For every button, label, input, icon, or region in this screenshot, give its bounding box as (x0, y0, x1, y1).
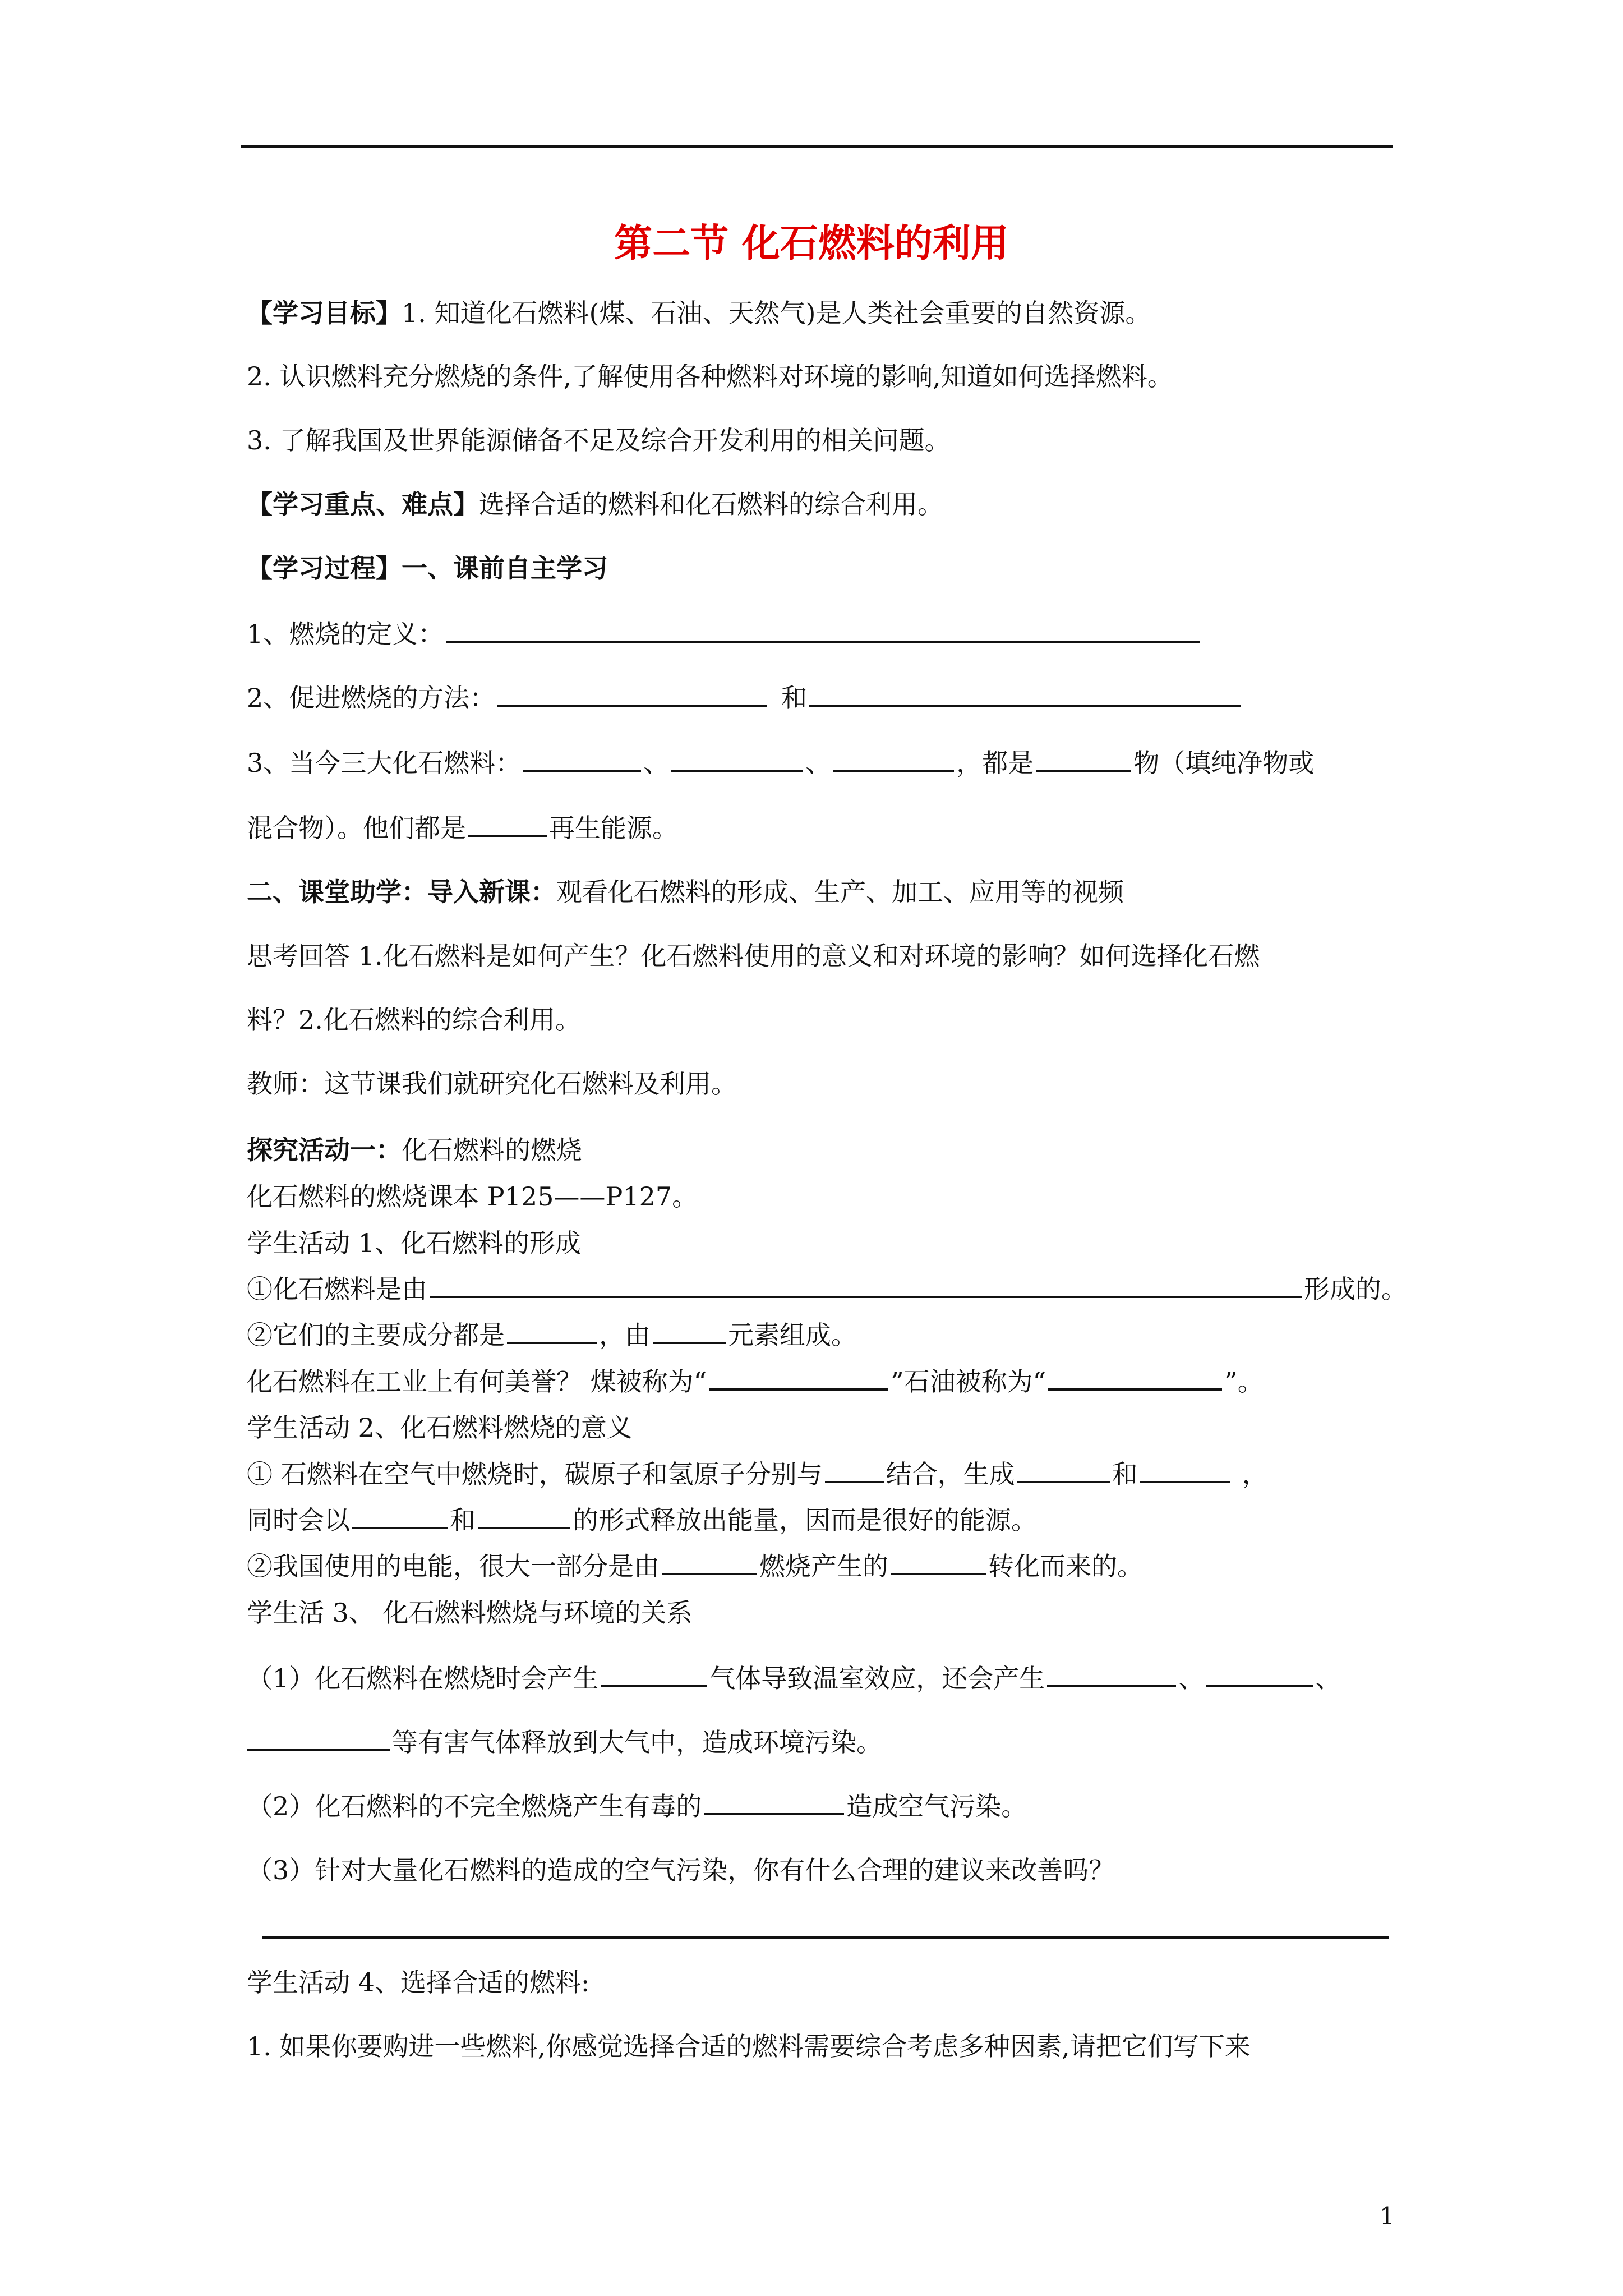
answer-blank[interactable] (478, 1504, 570, 1529)
answer-blank[interactable] (1206, 1663, 1313, 1687)
answer-blank[interactable] (468, 812, 547, 837)
answer-blank[interactable] (1140, 1458, 1230, 1483)
answer-blank[interactable] (809, 682, 1241, 707)
student-activity-3: 学生活 3、 化石燃料燃烧与环境的关系 (247, 1598, 693, 1628)
student-activity-2: 学生活动 2、化石燃料燃烧的意义 (247, 1412, 633, 1443)
answer-blank[interactable] (1047, 1663, 1176, 1687)
s3-line-2: 等有害气体释放到大气中，造成环境污染。 (247, 1726, 882, 1759)
answer-blank[interactable] (352, 1504, 448, 1529)
answer-blank[interactable] (523, 747, 641, 772)
pre-q3-cont: 混合物）。他们都是 再生能源。 (247, 813, 678, 843)
activity-1-heading: 探究活动一：化石燃料的燃烧 (247, 1135, 582, 1165)
answer-blank[interactable] (601, 1663, 707, 1687)
pre-q3: 3、当今三大化石燃料： 、 、 ，都是 物（填纯净物或 (247, 748, 1315, 778)
goal-line-1: 【学习目标】1. 知道化石燃料(煤、石油、天然气)是人类社会重要的自然资源。 (247, 298, 1151, 328)
answer-line[interactable] (262, 1936, 1389, 1939)
answer-blank[interactable] (430, 1273, 1302, 1298)
page-title: 第二节 化石燃料的利用 (614, 222, 1009, 266)
s1-line-1: ①化石燃料是由 形成的。 (247, 1274, 1407, 1304)
page-number: 1 (1380, 2202, 1395, 2230)
pre-q2: 2、促进燃烧的方法： 和 (247, 681, 1243, 715)
key-points-line: 【学习重点、难点】选择合适的燃料和化石燃料的综合利用。 (247, 489, 943, 519)
s1-line-2: ②它们的主要成分都是 ，由 元素组成。 (247, 1320, 857, 1350)
answer-blank[interactable] (1048, 1366, 1222, 1391)
goal-line-3: 3. 了解我国及世界能源储备不足及综合开发利用的相关问题。 (247, 425, 951, 455)
teacher-line: 教师：这节课我们就研究化石燃料及利用。 (247, 1069, 737, 1099)
s2-line-3: ②我国使用的电能，很大一部分是由 燃烧产生的 转化而来的。 (247, 1551, 1143, 1581)
s1-line-3: 化石燃料在工业上有何美誉？ 煤被称为“ ”石油被称为“ ”。 (247, 1366, 1264, 1397)
answer-blank[interactable] (497, 682, 767, 707)
goal-line-2: 2. 认识燃料充分燃烧的条件,了解使用各种燃料对环境的影响,知道如何选择燃料。 (247, 361, 1173, 392)
s3-line-1: （1）化石燃料在燃烧时会产生 气体导致温室效应，还会产生 、 、 (247, 1663, 1341, 1694)
answer-blank[interactable] (891, 1550, 986, 1575)
answer-blank[interactable] (1036, 747, 1131, 772)
think-line-1: 思考回答 1.化石燃料是如何产生？化石燃料使用的意义和对环境的影响？如何选择化石燃 (247, 941, 1260, 971)
answer-blank[interactable] (833, 747, 954, 772)
answer-blank[interactable] (247, 1727, 390, 1751)
process-heading: 【学习过程】一、课前自主学习 (247, 553, 608, 583)
pre-q1: 1、燃烧的定义： (247, 617, 1202, 651)
answer-blank[interactable] (1017, 1458, 1110, 1483)
s2-line-2: 同时会以 和 的形式释放出能量，因而是很好的能源。 (247, 1505, 1037, 1535)
answer-blank[interactable] (704, 1791, 844, 1815)
answer-blank[interactable] (653, 1319, 726, 1344)
s4-line-1: 1. 如果你要购进一些燃料,你感觉选择合适的燃料需要综合考虑多种因素,请把它们写下来 (247, 2031, 1251, 2062)
student-activity-4: 学生活动 4、选择合适的燃料: (247, 1967, 590, 1998)
answer-blank[interactable] (825, 1458, 884, 1483)
part2-intro: 二、课堂助学：导入新课：观看化石燃料的形成、生产、加工、应用等的视频 (247, 877, 1124, 907)
s3-line-3: （2）化石燃料的不完全燃烧产生有毒的 造成空气污染。 (247, 1791, 1027, 1821)
s3-line-4: （3）针对大量化石燃料的造成的空气污染，你有什么合理的建议来改善吗？ (247, 1855, 1115, 1885)
answer-blank[interactable] (709, 1366, 888, 1391)
textbook-ref: 化石燃料的燃烧课本 P125——P127。 (247, 1181, 698, 1212)
think-line-2: 料？2.化石燃料的综合利用。 (247, 1005, 581, 1035)
s2-line-1: ① 石燃料在空气中燃烧时，碳原子和氢原子分别与 结合，生成 和 ， (247, 1459, 1268, 1489)
student-activity-1: 学生活动 1、化石燃料的形成 (247, 1228, 581, 1258)
answer-blank[interactable] (671, 747, 803, 772)
answer-blank[interactable] (662, 1550, 757, 1575)
answer-blank[interactable] (446, 618, 1200, 643)
answer-blank[interactable] (507, 1319, 597, 1344)
header-rule (241, 145, 1393, 148)
